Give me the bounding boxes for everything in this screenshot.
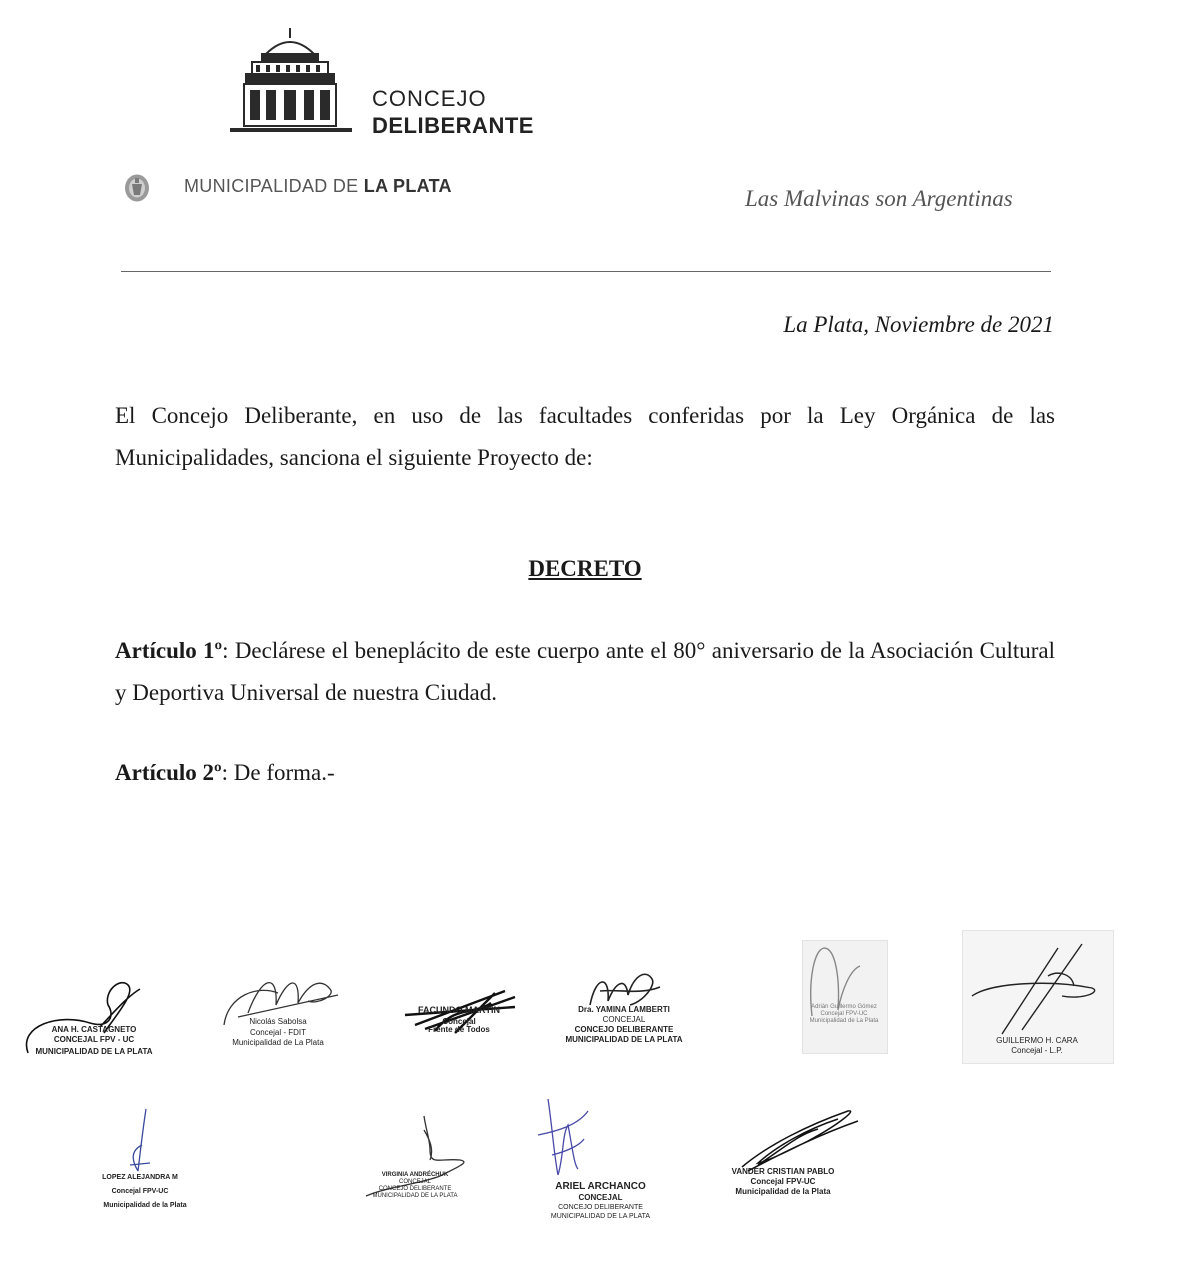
org-name-line2: DELIBERANTE [372,113,534,138]
article-2-text: : De forma.- [221,760,335,785]
signature-block: Dra. YAMINA LAMBERTI CONCEJAL CONCEJO DELIBERANTE MUNICIPALIDAD DE LA PLATA [560,965,690,1055]
document-date: La Plata, Noviembre de 2021 [783,312,1054,337]
signature-block: Nicolás Sabolsa Concejal - FDIT Municipalidad de La Plata [218,965,348,1065]
signature-block: VIRGINIA ANDRÉCHUK CONCEJAL CONCEJO DELIBERANTE MUNICIPALIDAD DE LA PLATA [360,1110,480,1210]
handwritten-signature [802,940,886,1052]
concejo-building-logo [226,26,356,138]
article-1 [115,630,1055,714]
signature-block: VANDER CRISTIAN PABLO Concejal FPV-UC Municipalidad de la Plata [728,1105,868,1215]
article-1-text: : Declárese el beneplácito de este cuerpo ante el 80° aniversario de la Asociación Cultural y Deportiva Universal de nuestra Ciudad. [115,638,1055,705]
org-name-line1: CONCEJO [372,86,487,111]
handwritten-signature [395,985,525,1045]
article-1-label: Artículo 1º [115,638,223,663]
signature-block: LOPEZ ALEJANDRA M Concejal FPV-UC Municipalidad de la Plata [90,1105,200,1215]
handwritten-signature [218,965,348,1065]
signature-block: ARIEL ARCHANCO CONCEJAL CONCEJO DELIBERANTE MUNICIPALIDAD DE LA PLATA [528,1095,668,1225]
municipal-seal-icon [123,173,151,203]
signature-block: Adrián Guillermo Gómez Concejal FPV-UC Municipalidad de La Plata [802,940,886,1052]
signature-block: ANA H. CASTAGNETO CONCEJAL FPV - UC MUNICIPALIDAD DE LA PLATA [20,975,190,1065]
article-2 [115,760,335,786]
header-divider [121,271,1051,272]
municipality-name: MUNICIPALIDAD DE LA PLATA [184,176,452,196]
signature-block: FACUNDO MARTIN Concejal Frente de Todos [395,985,525,1045]
handwritten-signature [90,1105,200,1215]
intro-paragraph: El Concejo Deliberante, en uso de las facultades conferidas por la Ley Orgánica de las Municipalidades, sanciona el siguiente Proyecto de: [115,403,1055,470]
article-2-label: Artículo 2º [115,760,222,785]
signature-block: GUILLERMO H. CARA Concejal - L.P. [962,930,1112,1062]
decree-title: DECRETO [528,556,642,581]
motto: Las Malvinas son Argentinas [745,186,1013,211]
handwritten-signature [728,1105,868,1215]
